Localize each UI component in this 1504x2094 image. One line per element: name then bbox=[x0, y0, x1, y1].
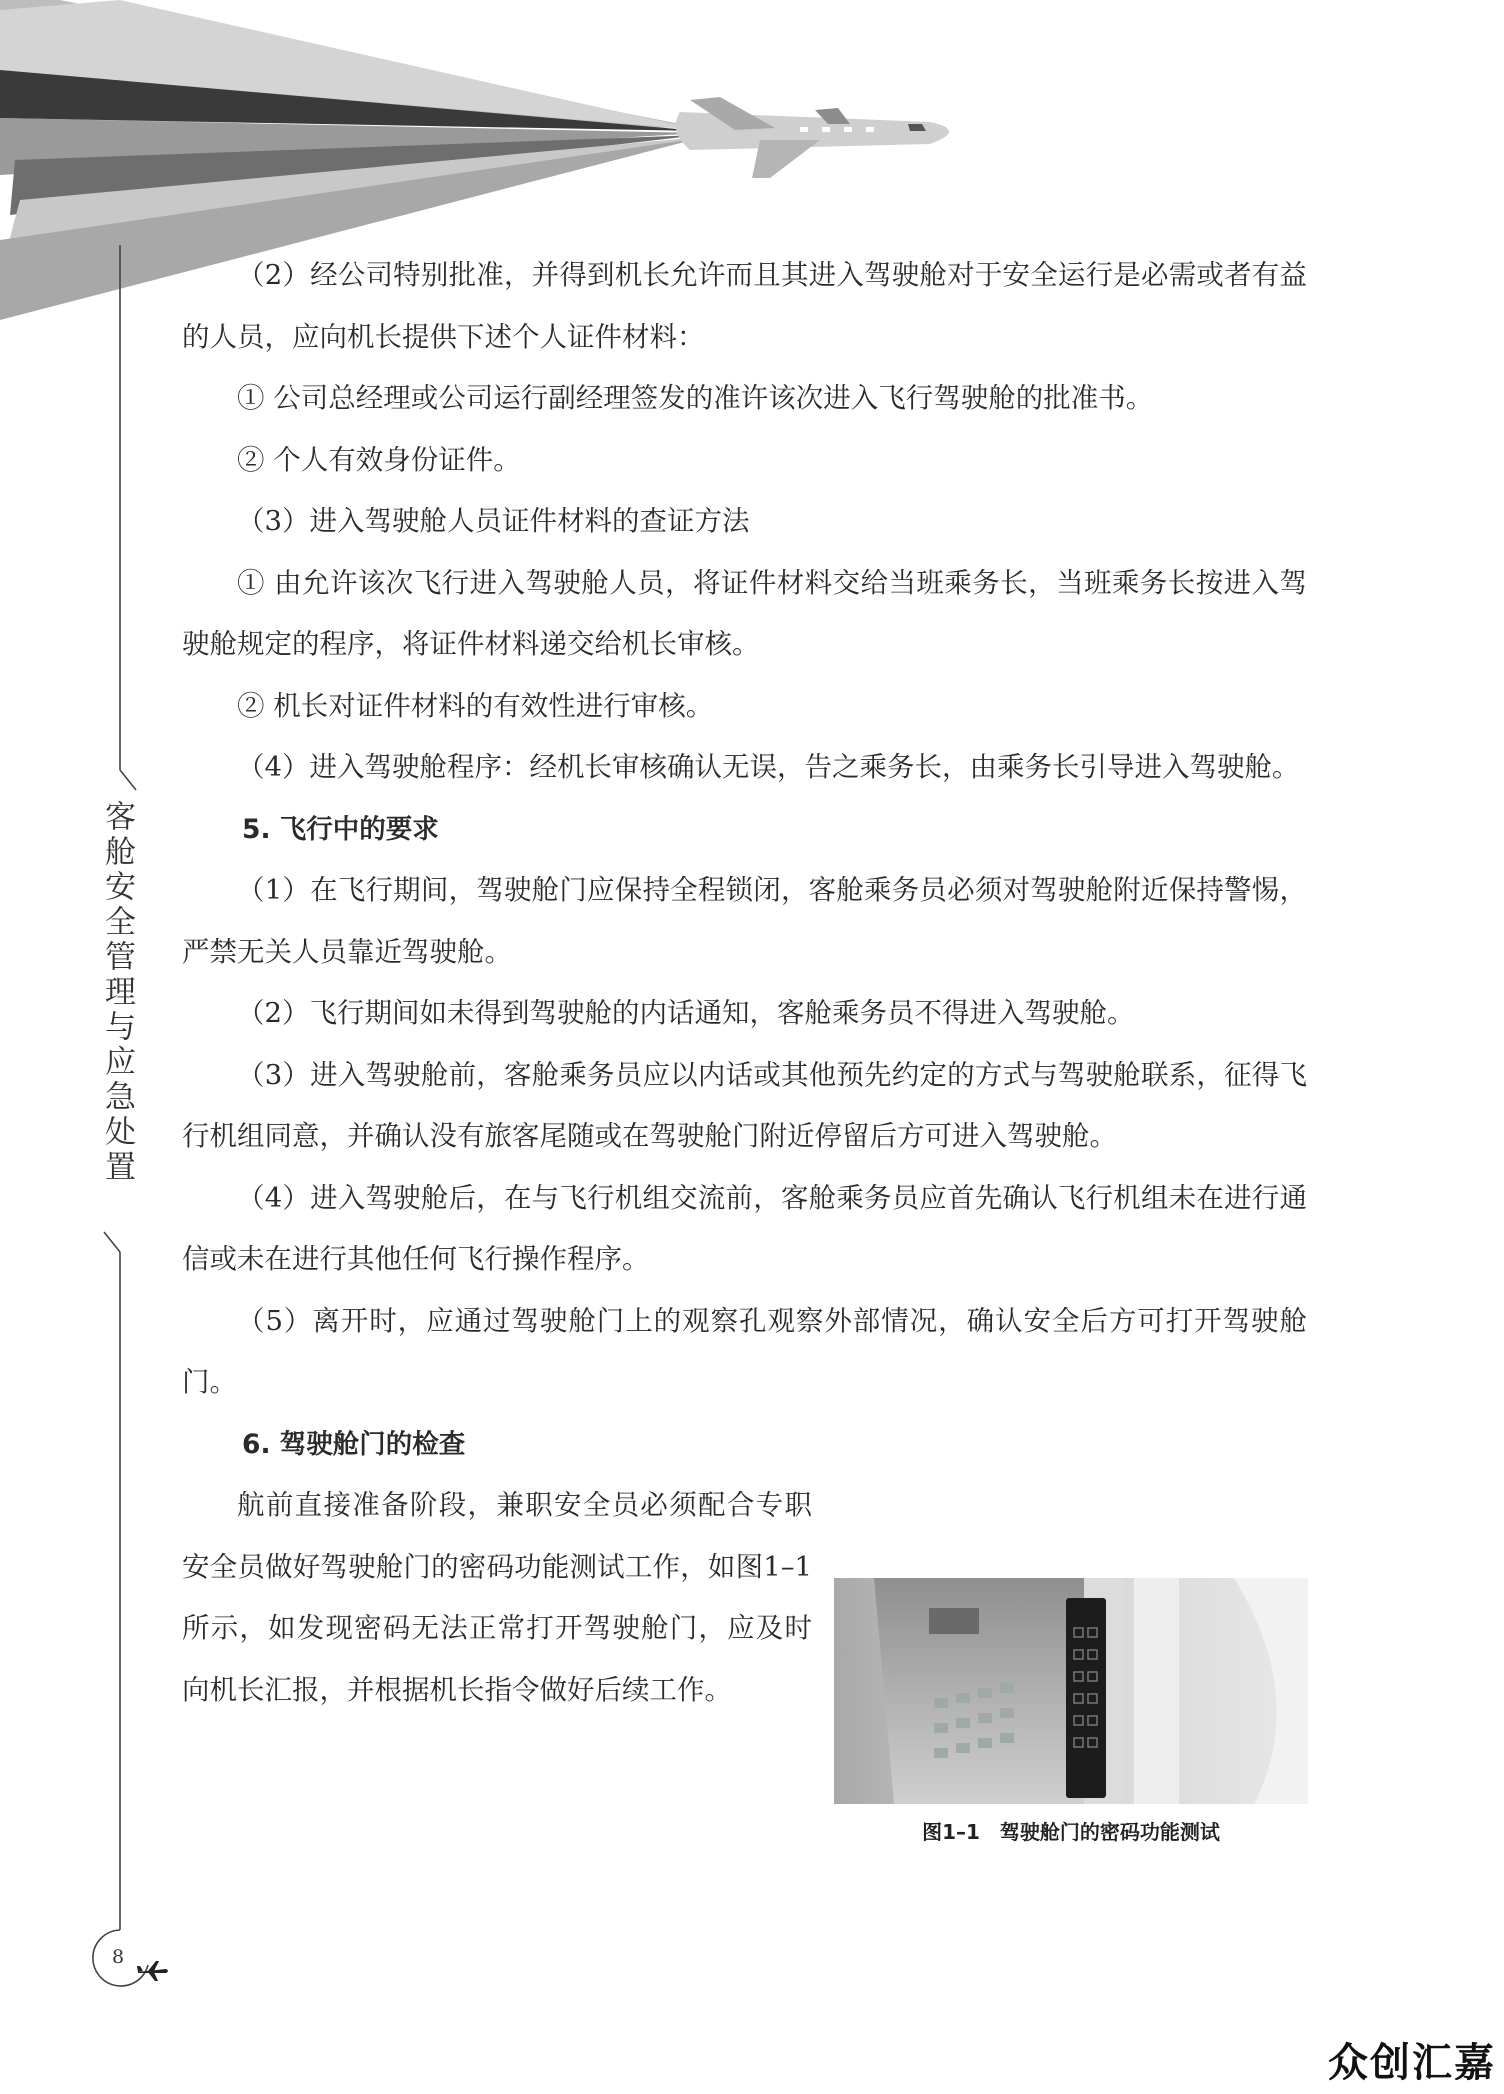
watermark-text: 众创汇嘉 bbox=[1328, 2040, 1496, 2086]
section-heading-6: 6. 驾驶舱门的检查 bbox=[242, 1428, 466, 1460]
main-content bbox=[182, 245, 1307, 1721]
airplane-icon bbox=[676, 97, 949, 178]
paragraph: （3）进入驾驶舱人员证件材料的查证方法 bbox=[237, 505, 750, 537]
paragraph: 航前直接准备阶段，兼职安全员必须配合专职安全员做好驾驶舱门的密码功能测试工作，如图1–1所示，如发现密码无法正常打开驾驶舱门，应及时向机长汇报，并根据机长指令做好后续工作。 bbox=[182, 1489, 812, 1706]
paragraph: （4）进入驾驶舱程序：经机长审核确认无误，告之乘务长，由乘务长引导进入驾驶舱。 bbox=[237, 751, 1300, 783]
paragraph: （3）进入驾驶舱前，客舱乘务员应以内话或其他预先约定的方式与驾驶舱联系，征得飞行机组同意，并确认没有旅客尾随或在驾驶舱门附近停留后方可进入驾驶舱。 bbox=[182, 1058, 1307, 1152]
section-heading-5: 5. 飞行中的要求 bbox=[242, 813, 439, 845]
paragraph: （5）离开时，应通过驾驶舱门上的观察孔观察外部情况，确认安全后方可打开驾驶舱门。 bbox=[182, 1304, 1307, 1398]
page-number: 8 bbox=[112, 1946, 125, 1968]
paragraph: ② 机长对证件材料的有效性进行审核。 bbox=[237, 689, 714, 722]
paragraph: （2）飞行期间如未得到驾驶舱的内话通知，客舱乘务员不得进入驾驶舱。 bbox=[237, 997, 1135, 1029]
paragraph: （1）在飞行期间，驾驶舱门应保持全程锁闭，客舱乘务员必须对驾驶舱附近保持警惕，严禁无关人员靠近驾驶舱。 bbox=[182, 874, 1307, 968]
side-book-title: 客舱安全管理与应急处置 bbox=[99, 800, 135, 1185]
paragraph: ① 公司总经理或公司运行副经理签发的准许该次进入飞行驾驶舱的批准书。 bbox=[237, 382, 1154, 414]
figure bbox=[834, 1578, 1308, 1845]
paragraph: （4）进入驾驶舱后，在与飞行机组交流前，客舱乘务员应首先确认飞行机组未在进行通信或未在进行其他任何飞行操作程序。 bbox=[182, 1181, 1307, 1275]
paragraph: ② 个人有效身份证件。 bbox=[237, 443, 521, 476]
paragraph: ① 由允许该次飞行进入驾驶舱人员，将证件材料交给当班乘务长，当班乘务长按进入驾驶舱规定的程序，将证件材料递交给机长审核。 bbox=[182, 566, 1307, 660]
paragraph: （2）经公司特别批准，并得到机长允许而且其进入驾驶舱对于安全运行是必需或者有益的人员，应向机长提供下述个人证件材料： bbox=[182, 259, 1307, 353]
small-airplane-icon bbox=[136, 1960, 170, 1982]
figure-caption: 图1–1 驾驶舱门的密码功能测试 bbox=[922, 1820, 1220, 1844]
cockpit-door-keypad-photo bbox=[834, 1578, 1308, 1804]
